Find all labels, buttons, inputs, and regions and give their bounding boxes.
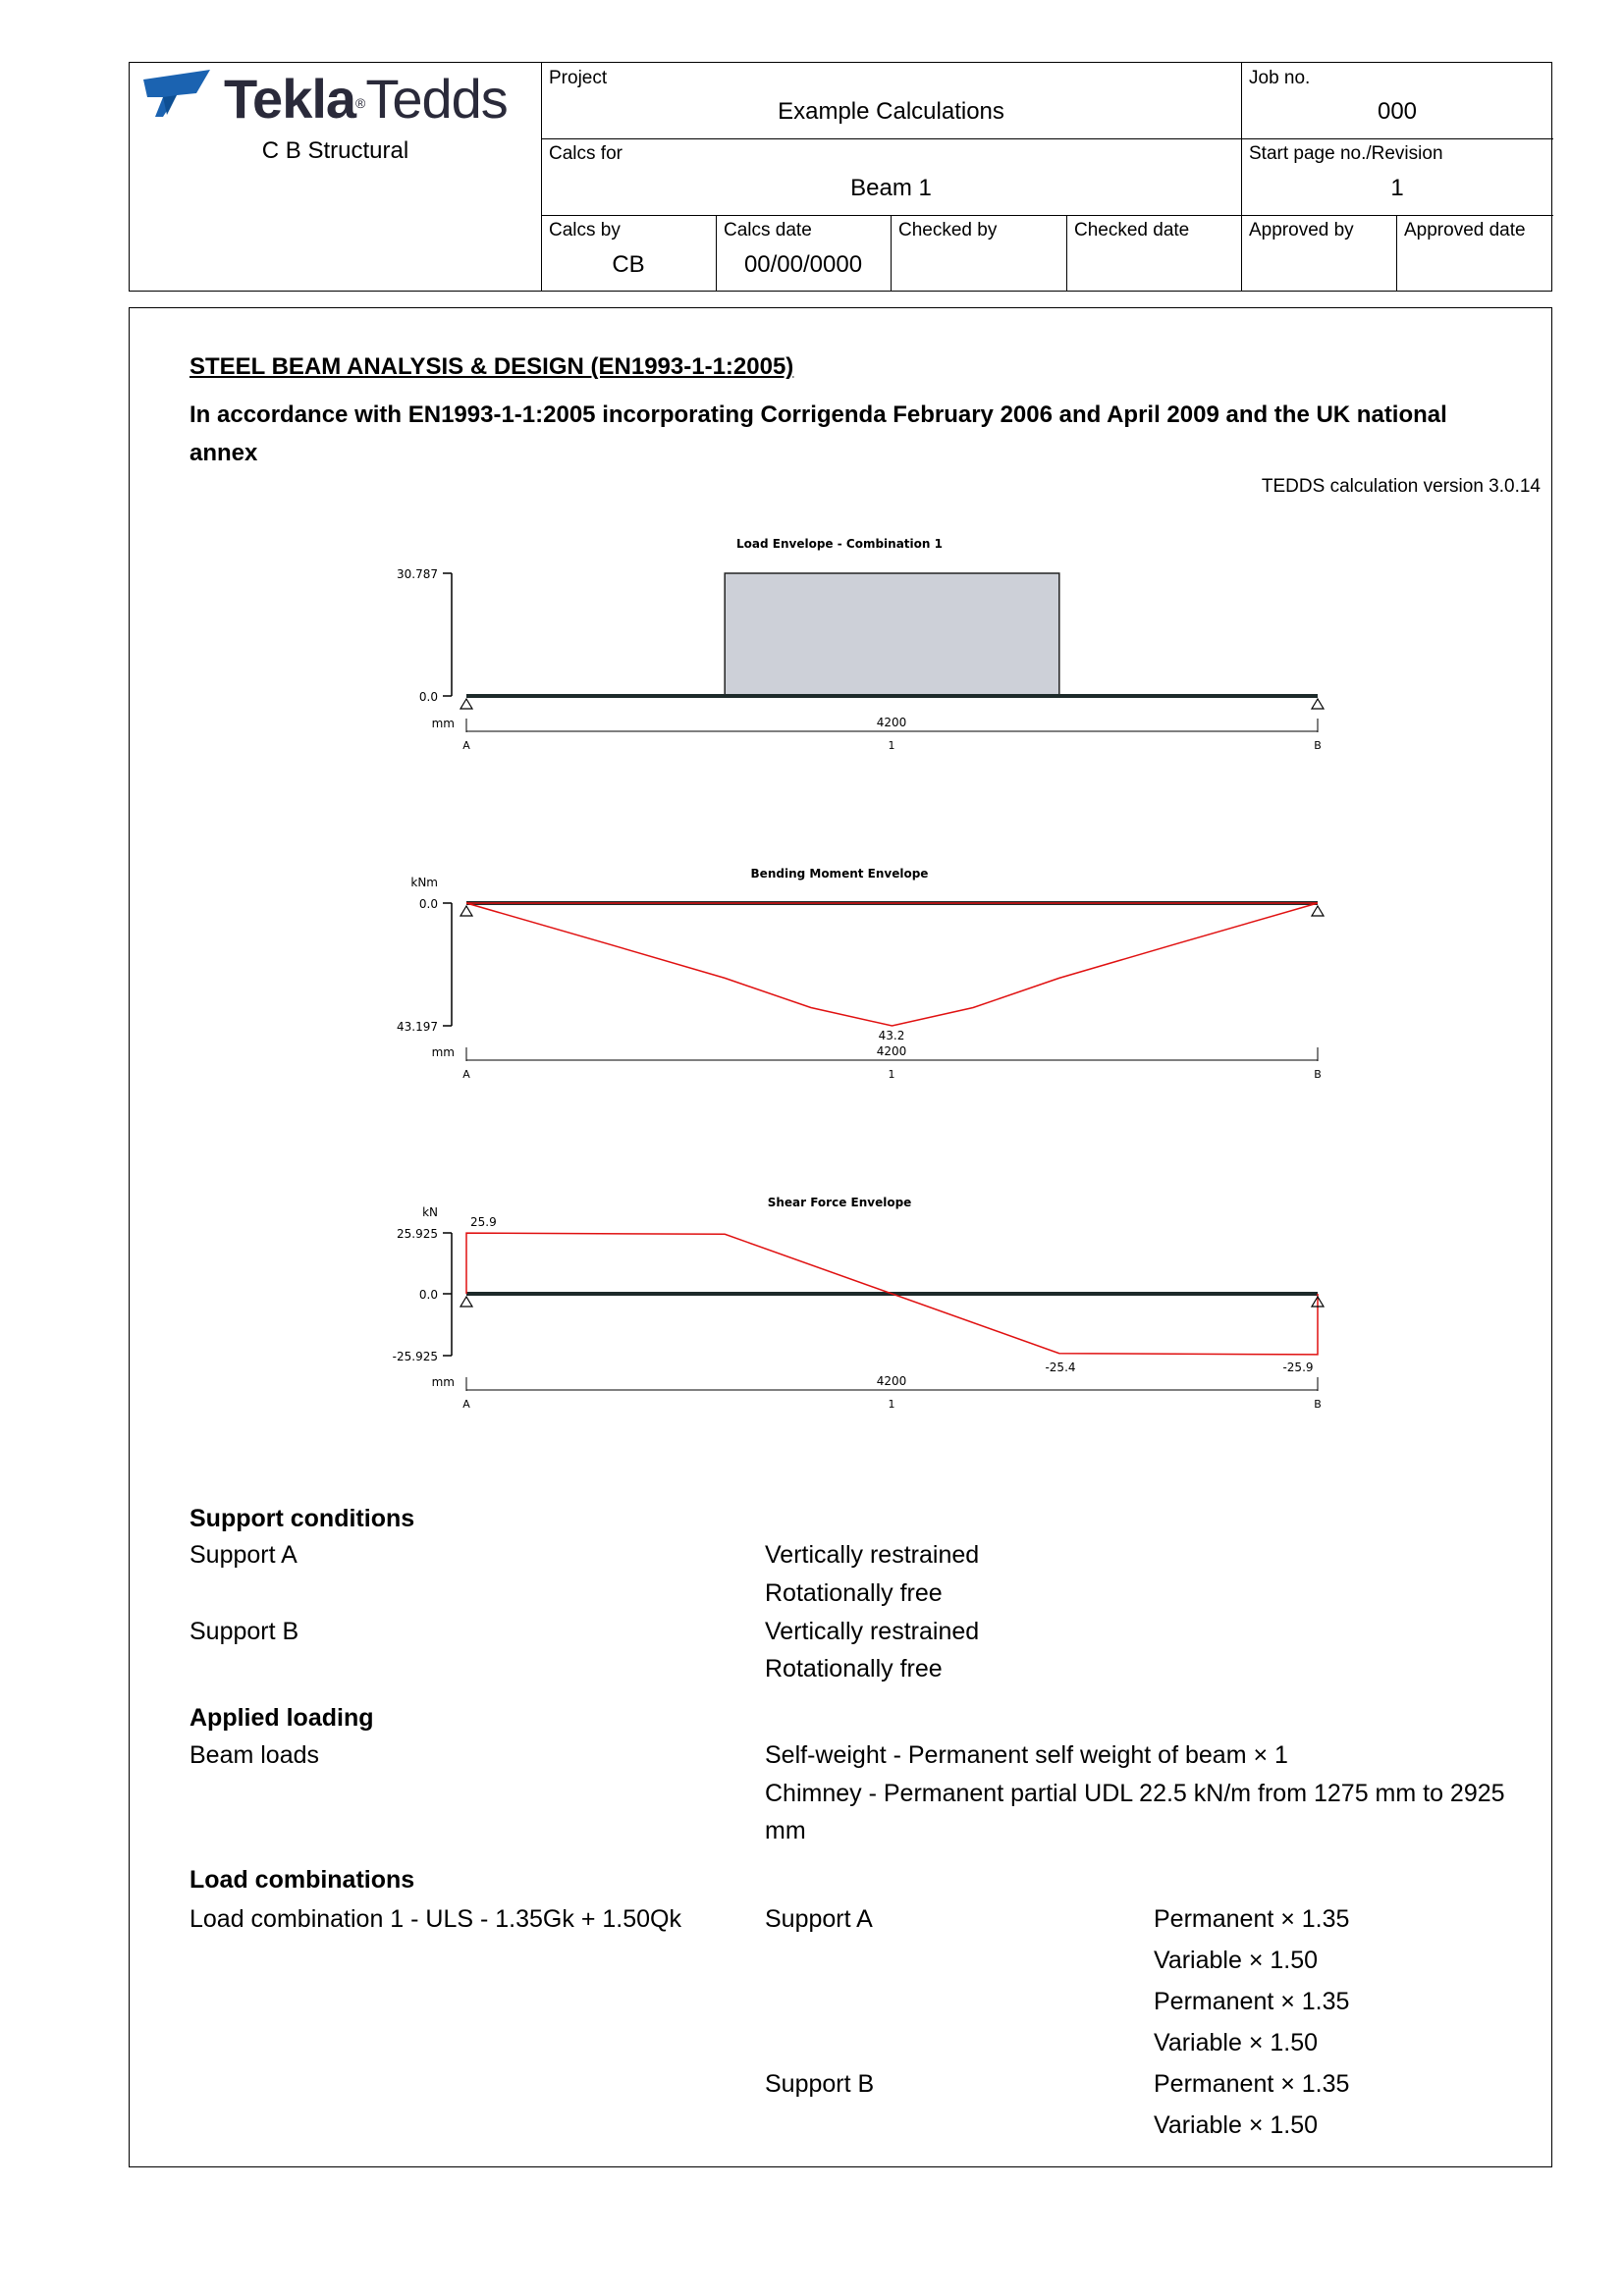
y-tick-label: -25.925 bbox=[392, 1350, 438, 1363]
support-a-icon bbox=[460, 699, 472, 709]
logo-wordmark: Tekla®Tedds bbox=[224, 68, 508, 130]
x-unit-label: mm bbox=[431, 1375, 455, 1389]
load-chimney-line2: mm bbox=[765, 1817, 806, 1844]
y-tick-label: 0.0 bbox=[418, 897, 438, 911]
span-label: 1 bbox=[888, 1398, 895, 1411]
shear-label-mid: -25.4 bbox=[1045, 1361, 1076, 1374]
support-b-icon bbox=[1312, 906, 1324, 916]
support-b-icon bbox=[1312, 699, 1324, 709]
support-b-label: Support B bbox=[189, 1618, 299, 1645]
support-a-icon bbox=[460, 906, 472, 916]
span-length-label: 4200 bbox=[876, 1374, 907, 1388]
checkedby-label: Checked by bbox=[898, 220, 998, 240]
support-a-vertical: Vertically restrained bbox=[765, 1541, 980, 1569]
approvedby-label: Approved by bbox=[1249, 220, 1354, 240]
load-self-weight: Self-weight - Permanent self weight of beam × 1 bbox=[765, 1741, 1288, 1769]
calcsby-value: CB bbox=[612, 251, 645, 278]
shear-label-end: -25.9 bbox=[1282, 1361, 1314, 1374]
span-label: 1 bbox=[888, 739, 895, 752]
y-tick-label: 0.0 bbox=[418, 1288, 438, 1302]
y-tick-label: 25.925 bbox=[397, 1227, 438, 1241]
jobno-value: 000 bbox=[1377, 98, 1418, 125]
combo-factor: Permanent × 1.35 bbox=[1154, 2070, 1350, 2098]
bending-moment-chart bbox=[397, 867, 1324, 1081]
load-combination-label: Load combination 1 - ULS - 1.35Gk + 1.50Qk bbox=[189, 1905, 681, 1933]
project-value: Example Calculations bbox=[778, 98, 1004, 125]
y-unit-label: kN bbox=[422, 1205, 438, 1219]
startpage-label: Start page no./Revision bbox=[1249, 143, 1443, 164]
calcsfor-value: Beam 1 bbox=[850, 175, 932, 201]
doc-subtitle-line2: annex bbox=[189, 440, 258, 466]
combo-factor: Variable × 1.50 bbox=[1154, 1947, 1319, 1974]
chart-title: Shear Force Envelope bbox=[767, 1196, 912, 1209]
chart-title: Bending Moment Envelope bbox=[750, 867, 929, 881]
support-label-b: B bbox=[1314, 1068, 1322, 1081]
span-label: 1 bbox=[888, 1068, 895, 1081]
y-tick-label: 43.197 bbox=[397, 1020, 438, 1034]
load-combinations-heading: Load combinations bbox=[189, 1866, 415, 1894]
support-conditions-heading: Support conditions bbox=[189, 1505, 415, 1532]
x-unit-label: mm bbox=[431, 1045, 455, 1059]
y-tick-label: 30.787 bbox=[397, 567, 438, 581]
support-a-label: Support A bbox=[189, 1541, 298, 1569]
support-label-b: B bbox=[1314, 1398, 1322, 1411]
doc-title: STEEL BEAM ANALYSIS & DESIGN (EN1993-1-1:2005) bbox=[189, 353, 794, 380]
project-label: Project bbox=[549, 68, 608, 88]
applied-loading-heading: Applied loading bbox=[189, 1704, 374, 1732]
combo-factor: Variable × 1.50 bbox=[1154, 2111, 1319, 2139]
combo-factor: Permanent × 1.35 bbox=[1154, 1905, 1350, 1933]
shear-label-start: 25.9 bbox=[470, 1215, 497, 1229]
support-a-icon bbox=[460, 1297, 472, 1307]
support-b-rotational: Rotationally free bbox=[765, 1655, 943, 1682]
beam-loads-label: Beam loads bbox=[189, 1741, 320, 1769]
jobno-label: Job no. bbox=[1249, 68, 1311, 88]
calc-version: TEDDS calculation version 3.0.14 bbox=[1261, 476, 1541, 497]
shear-force-chart bbox=[393, 1196, 1324, 1411]
company-name: C B Structural bbox=[261, 137, 409, 164]
calcsdate-label: Calcs date bbox=[724, 220, 812, 240]
calcsdate-value: 00/00/0000 bbox=[743, 251, 863, 278]
combo-support-b: Support B bbox=[765, 2070, 875, 2098]
x-unit-label: mm bbox=[431, 717, 455, 730]
moment-curve bbox=[466, 903, 1318, 1026]
support-label-b: B bbox=[1314, 739, 1322, 752]
approveddate-label: Approved date bbox=[1404, 220, 1526, 240]
load-envelope-chart bbox=[397, 537, 1324, 752]
support-label-a: A bbox=[462, 1398, 470, 1411]
peak-moment-label: 43.2 bbox=[878, 1029, 905, 1042]
support-label-a: A bbox=[462, 739, 470, 752]
span-length-label: 4200 bbox=[876, 716, 907, 729]
support-b-vertical: Vertically restrained bbox=[765, 1618, 980, 1645]
combo-support-a: Support A bbox=[765, 1905, 873, 1933]
startpage-value: 1 bbox=[1390, 175, 1404, 201]
calcsby-label: Calcs by bbox=[549, 220, 621, 240]
span-length-label: 4200 bbox=[876, 1044, 907, 1058]
load-chimney-line1: Chimney - Permanent partial UDL 22.5 kN/m from 1275 mm to 2925 bbox=[765, 1780, 1505, 1807]
combo-factor: Variable × 1.50 bbox=[1154, 2029, 1319, 2056]
y-unit-label: kNm bbox=[410, 876, 438, 889]
support-a-rotational: Rotationally free bbox=[765, 1579, 943, 1607]
doc-subtitle-line1: In accordance with EN1993-1-1:2005 incorporating Corrigenda February 2006 and April 2009 and the UK national bbox=[189, 401, 1447, 428]
udl-load-block bbox=[725, 573, 1059, 696]
y-tick-label: 0.0 bbox=[418, 690, 438, 704]
calcsfor-label: Calcs for bbox=[549, 143, 623, 164]
chart-title: Load Envelope - Combination 1 bbox=[736, 537, 943, 551]
support-label-a: A bbox=[462, 1068, 470, 1081]
combo-factor: Permanent × 1.35 bbox=[1154, 1988, 1350, 2015]
checkeddate-label: Checked date bbox=[1074, 220, 1190, 240]
